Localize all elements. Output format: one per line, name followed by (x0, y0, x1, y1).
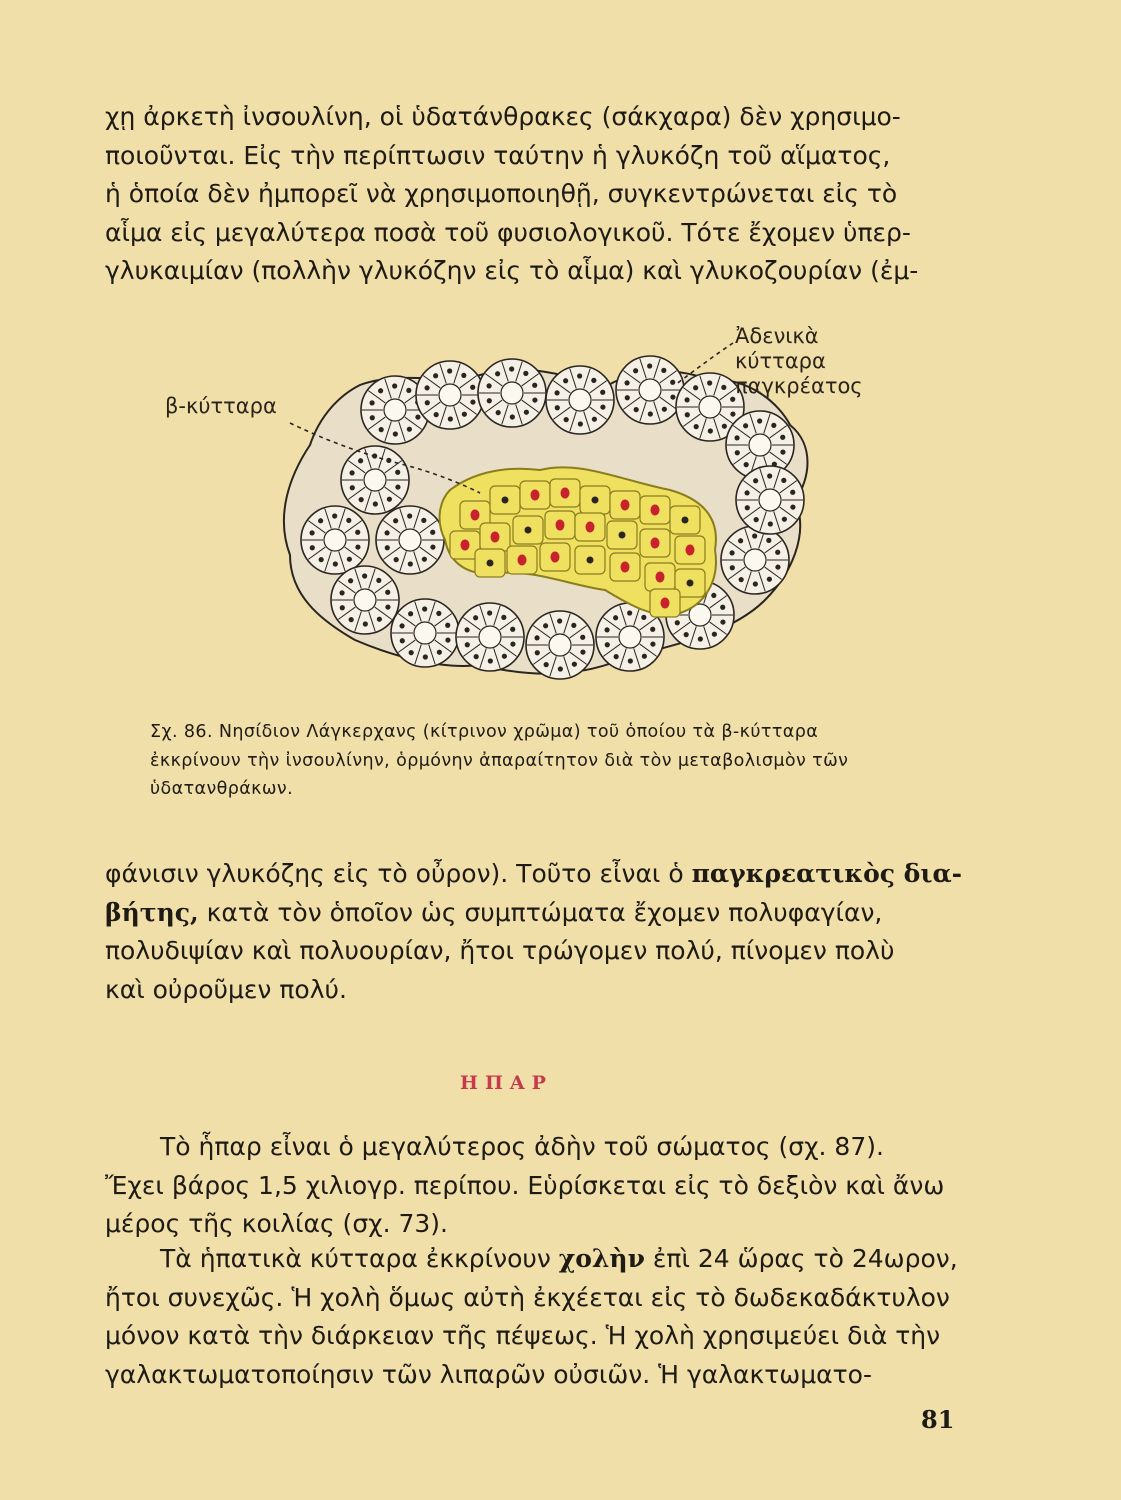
acinus-nucleus (430, 530, 435, 535)
acinus-nucleus (775, 564, 780, 569)
acinus-nucleus (340, 605, 345, 610)
acinus-nucleus (422, 557, 427, 562)
acinus-nucleus (409, 650, 414, 655)
acinus-nucleus (425, 400, 430, 405)
acinus-nucleus (605, 642, 610, 647)
acinus-nucleus (309, 530, 314, 535)
acinus-nucleus (752, 533, 757, 538)
acinus-nucleus (558, 666, 563, 671)
acinus-nucleus (378, 388, 383, 393)
acinus-lumen (569, 389, 591, 411)
acinus-lumen (479, 626, 501, 648)
acinus-nucleus (355, 530, 360, 535)
acinus-nucleus (684, 632, 689, 637)
acinus-nucleus (495, 371, 500, 376)
acinus-nucleus (532, 383, 537, 388)
acinus-nucleus (392, 383, 397, 388)
islet-cell-nucleus (687, 580, 694, 587)
acinus-nucleus (600, 390, 605, 395)
acinus-nucleus (720, 605, 725, 610)
acinus-lumen (749, 434, 771, 456)
acinus-nucleus (767, 473, 772, 478)
acinus-nucleus (554, 390, 559, 395)
acinus (616, 356, 684, 424)
acinus-nucleus (693, 385, 698, 390)
acinus-nucleus (707, 380, 712, 385)
paragraph-bile (105, 1240, 958, 1394)
acinus-nucleus (339, 590, 344, 595)
acinus-nucleus (350, 485, 355, 490)
acinus-nucleus (318, 518, 323, 523)
paragraph-liver-intro (105, 1128, 955, 1244)
acinus-nucleus (399, 623, 404, 628)
islet-cell-nucleus (487, 560, 494, 567)
acinus-nucleus (694, 424, 699, 429)
acinus-nucleus (577, 373, 582, 378)
acinus-nucleus (743, 423, 748, 428)
acinus (376, 506, 444, 574)
acinus-nucleus (767, 577, 772, 582)
acinus-nucleus (625, 395, 630, 400)
acinus-nucleus (448, 416, 453, 421)
acinus-nucleus (523, 371, 528, 376)
acinus-nucleus (488, 658, 493, 663)
text-run: Τὰ ἡπατικὰ κύτταρα ἐκκρίνουν (160, 1244, 559, 1273)
acinus-nucleus (580, 635, 585, 640)
beta-cell-nucleus (621, 500, 630, 511)
acinus-nucleus (487, 398, 492, 403)
acinus-nucleus (462, 412, 467, 417)
acinus-nucleus (650, 627, 655, 632)
acinus-nucleus (447, 368, 452, 373)
text-line: καὶ οὐροῦμεν πολύ. (105, 974, 347, 1004)
acinus-nucleus (319, 557, 324, 562)
acinus-nucleus (780, 449, 785, 454)
acinus-nucleus (720, 619, 725, 624)
acinus-nucleus (348, 578, 353, 583)
acinus-lumen (414, 622, 436, 644)
text-line: αἷμα εἰς μεγαλύτερα ποσὰ τοῦ φυσιολογικοῦ. Τότε ἔχομεν ὑπερ- (105, 217, 911, 247)
acinus-nucleus (604, 627, 609, 632)
acinus-nucleus (487, 610, 492, 615)
acinus-nucleus (543, 623, 548, 628)
acinus-lumen (744, 549, 766, 571)
acinus-nucleus (349, 470, 354, 475)
text-line: μόνον κατὰ τὴν διάρκειαν τῆς πέψεως. Ἡ χολὴ χρησιμεύει διὰ τὴν (105, 1321, 941, 1351)
acinus-nucleus (333, 561, 338, 566)
acinus-lumen (324, 529, 346, 551)
acinus-nucleus (790, 504, 795, 509)
acinus-nucleus (407, 513, 412, 518)
acinus-nucleus (445, 623, 450, 628)
acinus-nucleus (757, 418, 762, 423)
caption-line: Σχ. 86. Νησίδιον Λάγκερχανς (κίτρινον χρῶμα) τοῦ ὁποίου τὰ β-κύτταρα (150, 722, 819, 742)
label-acinar-cells (735, 324, 863, 399)
acinus-nucleus (424, 385, 429, 390)
acinus-nucleus (395, 484, 400, 489)
acinus-nucleus (359, 497, 364, 502)
acinus (416, 361, 484, 429)
acinus-nucleus (555, 405, 560, 410)
text-line: γλυκαιμίαν (πολλὴν γλυκόζην εἰς τὸ αἷμα) καὶ γλυκοζουρίαν (ἐμ- (105, 256, 919, 286)
acinus (736, 466, 804, 534)
text-run: φάνισιν γλυκόζης εἰς τὸ οὖρον). Τοῦτο εἶναι ὁ (105, 859, 692, 888)
acinus-nucleus (753, 581, 758, 586)
text-run: κατὰ τὸν ὁποῖον ὡς συμπτώματα ἔχομεν πολυφαγίαν, (198, 897, 883, 927)
acinus-nucleus (395, 470, 400, 475)
acinus-nucleus (685, 412, 690, 417)
acinus-nucleus (780, 435, 785, 440)
acinus-nucleus (670, 380, 675, 385)
acinus-nucleus (347, 557, 352, 562)
acinus-nucleus (647, 363, 652, 368)
acinus-nucleus (544, 662, 549, 667)
text-line: ποιοῦνται. Εἰς τὴν περίπτωσιν ταύτην ἡ γλυκόζη τοῦ αἵματος, (105, 140, 891, 170)
islet-cell-nucleus (592, 497, 599, 504)
beta-cell-nucleus (551, 552, 560, 563)
text-line: χῃ ἀρκετὴ ἰνσουλίνη, οἱ ὑδατάνθρακες (σάκχαρα) δὲν χρησιμο- (105, 102, 901, 131)
acinus-nucleus (614, 654, 619, 659)
acinus (478, 359, 546, 427)
beta-cell-nucleus (656, 572, 665, 583)
text-line (105, 855, 963, 894)
acinus-lumen (549, 634, 571, 656)
beta-cell-nucleus (621, 562, 630, 573)
acinus-nucleus (563, 378, 568, 383)
text-line: πολυδιψίαν καὶ πολυουρίαν, ἤτοι τρώγομεν πολύ, πίνομεν πολὺ (105, 936, 895, 966)
acinus-nucleus (464, 627, 469, 632)
acinus-lumen (501, 382, 523, 404)
acinus-nucleus (578, 421, 583, 426)
text-line: μέρος τῆς κοιλίας (σχ. 73). (105, 1209, 449, 1239)
text-line (105, 894, 955, 933)
islet-cell-nucleus (682, 517, 689, 524)
acinus-nucleus (650, 641, 655, 646)
acinus-lumen (619, 626, 641, 648)
acinus-nucleus (510, 627, 515, 632)
acinus-nucleus (524, 410, 529, 415)
acinus-nucleus (332, 513, 337, 518)
text-line: Ἔχει βάρος 1,5 χιλιογρ. περίπου. Εὑρίσκεται εἰς τὸ δεξιὸν καὶ ἄνω (105, 1170, 945, 1200)
acinus-nucleus (642, 654, 647, 659)
paragraph-diabetes-intro (105, 98, 955, 291)
acinus-nucleus (790, 490, 795, 495)
acinus-nucleus (379, 427, 384, 432)
beta-cell-nucleus (556, 520, 565, 531)
acinus-nucleus (415, 414, 420, 419)
acinus-nucleus (310, 545, 315, 550)
acinus (391, 599, 459, 667)
acinus-nucleus (592, 417, 597, 422)
acinus-nucleus (376, 578, 381, 583)
acinus (721, 526, 789, 594)
acinus-nucleus (445, 637, 450, 642)
acinus-nucleus (627, 610, 632, 615)
beta-cell-nucleus (651, 505, 660, 516)
beta-cell-nucleus (518, 555, 527, 566)
bold-term: χολὴν (558, 1244, 645, 1273)
acinus-nucleus (370, 415, 375, 420)
acinus-nucleus (734, 435, 739, 440)
acinus-nucleus (730, 411, 735, 416)
bold-term: παγκρεατικὸς δια- (691, 859, 963, 888)
acinus-nucleus (535, 650, 540, 655)
acinus-lumen (639, 379, 661, 401)
islet-cell-nucleus (619, 532, 626, 539)
acinus-nucleus (600, 404, 605, 409)
text-line: Τὸ ἧπαρ εἶναι ὁ μεγαλύτερος ἀδὴν τοῦ σώματος (σχ. 87). (160, 1132, 884, 1161)
acinus-nucleus (501, 615, 506, 620)
acinus-nucleus (496, 410, 501, 415)
acinus-lumen (354, 589, 376, 611)
acinus (546, 366, 614, 434)
figure-caption (150, 718, 960, 804)
acinus-nucleus (580, 649, 585, 654)
acinus-nucleus (408, 561, 413, 566)
caption-line: ἐκκρίνουν τὴν ἰνσουλίνην, ὁρμόνην ἀπαραίτητον διὰ τὸν μεταβολισμὸν τῶν (150, 750, 849, 771)
acinus-nucleus (385, 545, 390, 550)
acinus-nucleus (753, 478, 758, 483)
acinus-nucleus (358, 458, 363, 463)
beta-cell-nucleus (586, 522, 595, 533)
acinus-nucleus (486, 383, 491, 388)
acinus-nucleus (738, 538, 743, 543)
acinus-nucleus (408, 611, 413, 616)
acinus-nucleus (721, 385, 726, 390)
acinus-lumen (384, 399, 406, 421)
acinus-lumen (399, 529, 421, 551)
acinus-nucleus (708, 428, 713, 433)
acinus-nucleus (534, 635, 539, 640)
acinus-nucleus (393, 431, 398, 436)
acinus-nucleus (711, 593, 716, 598)
acinus-nucleus (407, 427, 412, 432)
acinus-nucleus (387, 497, 392, 502)
acinus-nucleus (510, 414, 515, 419)
beta-cell-nucleus (651, 538, 660, 549)
acinus (456, 603, 524, 671)
acinus-nucleus (385, 590, 390, 595)
acinus-nucleus (470, 385, 475, 390)
acinus-nucleus (434, 412, 439, 417)
acinus-lumen (364, 469, 386, 491)
text-line: ἡ ὁποία δὲν ἠμπορεῖ νὰ χρησιμοποιηθῇ, συγκεντρώνεται εἰς τὸ (105, 179, 898, 209)
islet-cell-nucleus (502, 497, 509, 504)
acinus-nucleus (437, 650, 442, 655)
acinus (526, 611, 594, 679)
label-acinar-line: Ἀδενικὰ (735, 324, 819, 348)
acinus-nucleus (393, 518, 398, 523)
acinus-nucleus (564, 417, 569, 422)
text-line: γαλακτωματοποίησιν τῶν λιπαρῶν οὐσιῶν. Ἡ γαλακτωματο- (105, 1359, 872, 1389)
acinus-nucleus (473, 615, 478, 620)
acinus-nucleus (430, 544, 435, 549)
acinus-nucleus (730, 565, 735, 570)
acinus-nucleus (661, 368, 666, 373)
acinus-nucleus (394, 557, 399, 562)
acinus-nucleus (502, 654, 507, 659)
acinus-nucleus (422, 606, 427, 611)
acinus-nucleus (369, 400, 374, 405)
acinus-nucleus (698, 636, 703, 641)
acinus-nucleus (349, 617, 354, 622)
acinus-nucleus (722, 424, 727, 429)
acinus-nucleus (781, 478, 786, 483)
beta-cell-nucleus (531, 490, 540, 501)
beta-cell-nucleus (661, 598, 670, 609)
bold-term: βήτης, (105, 897, 199, 927)
islet-cell-nucleus (525, 527, 532, 534)
acinus-nucleus (572, 662, 577, 667)
acinus-nucleus (744, 462, 749, 467)
page-number: 81 (921, 1405, 955, 1434)
acinus-nucleus (735, 450, 740, 455)
beta-cell-nucleus (471, 510, 480, 521)
acinus-nucleus (775, 550, 780, 555)
acinus-nucleus (624, 380, 629, 385)
label-beta-cells: β-κύτταρα (165, 394, 277, 418)
acinus-nucleus (406, 388, 411, 393)
acinus-nucleus (766, 538, 771, 543)
acinus-nucleus (474, 654, 479, 659)
text-line (105, 1240, 958, 1279)
text-line: ἤτοι συνεχῶς. Ἡ χολὴ ὅμως αὐτὴ ἐκχέεται εἰς τὸ δωδεκαδάκτυλον (105, 1282, 950, 1312)
acinus-nucleus (433, 373, 438, 378)
acinus-nucleus (591, 378, 596, 383)
acinus-nucleus (729, 550, 734, 555)
acinus-nucleus (771, 423, 776, 428)
islet-cell-nucleus (587, 557, 594, 564)
acinus-lumen (759, 489, 781, 511)
acinus-nucleus (373, 501, 378, 506)
acinus-nucleus (634, 407, 639, 412)
acinus-nucleus (377, 617, 382, 622)
label-acinar-line: παγκρέατος (735, 374, 863, 398)
acinus-nucleus (745, 505, 750, 510)
acinus-nucleus (355, 544, 360, 549)
beta-cell-nucleus (686, 545, 695, 556)
acinus-nucleus (768, 521, 773, 526)
beta-cell-nucleus (461, 540, 470, 551)
acinus-nucleus (385, 604, 390, 609)
acinus (331, 566, 399, 634)
acinus-lumen (699, 396, 721, 418)
acinus-nucleus (346, 518, 351, 523)
acinus-nucleus (744, 490, 749, 495)
acinus-nucleus (400, 638, 405, 643)
acinus-nucleus (423, 654, 428, 659)
acinus-nucleus (613, 615, 618, 620)
acinus-nucleus (633, 368, 638, 373)
acinus-nucleus (571, 623, 576, 628)
label-acinar-line: κύτταρα (735, 349, 826, 373)
acinus-lumen (439, 384, 461, 406)
acinus-nucleus (436, 611, 441, 616)
acinus-nucleus (557, 618, 562, 623)
acinus-nucleus (712, 632, 717, 637)
acinus-nucleus (510, 641, 515, 646)
acinus-nucleus (782, 517, 787, 522)
acinus-nucleus (675, 620, 680, 625)
acinus-nucleus (670, 394, 675, 399)
acinus-nucleus (532, 397, 537, 402)
beta-cell-nucleus (491, 532, 500, 543)
acinus-nucleus (648, 411, 653, 416)
acinus-nucleus (461, 373, 466, 378)
caption-line: ὑδατανθράκων. (150, 779, 294, 799)
acinus-nucleus (384, 530, 389, 535)
text-run: ἐπὶ 24 ὥρας τὸ 24ωρον, (644, 1244, 958, 1273)
acinus-nucleus (662, 407, 667, 412)
beta-cell-nucleus (561, 488, 570, 499)
acinus-nucleus (509, 366, 514, 371)
paragraph-pancreatic-diabetes (105, 855, 963, 1009)
acinus-nucleus (754, 517, 759, 522)
section-heading-liver: ΗΠΑΡ (460, 1072, 553, 1094)
acinus-nucleus (363, 621, 368, 626)
acinus-nucleus (421, 518, 426, 523)
acinus-nucleus (465, 642, 470, 647)
acinus-nucleus (362, 573, 367, 578)
acinus-nucleus (684, 397, 689, 402)
acinus-nucleus (628, 658, 633, 663)
acinus-nucleus (739, 577, 744, 582)
acinus (301, 506, 369, 574)
acinus-nucleus (470, 399, 475, 404)
acinus-nucleus (641, 615, 646, 620)
